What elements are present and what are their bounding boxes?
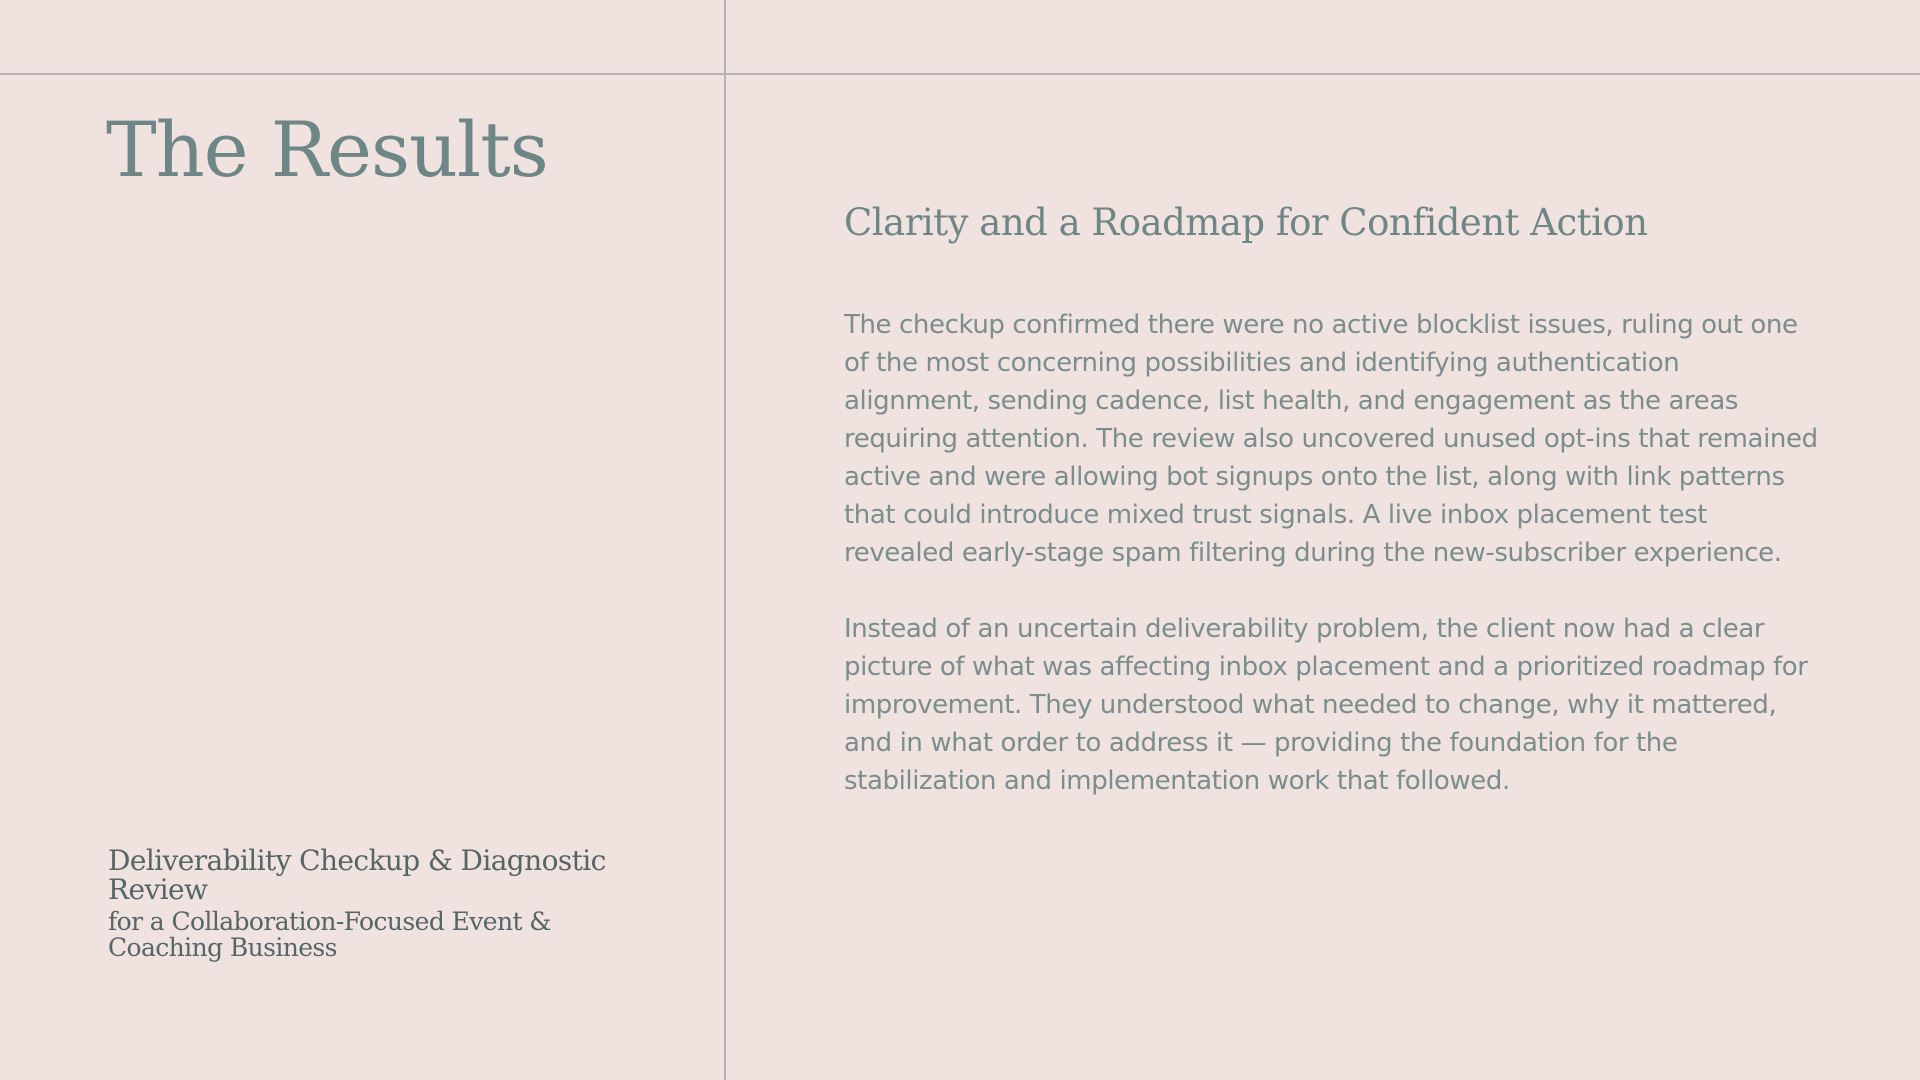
horizontal-divider — [0, 73, 1920, 75]
case-study-subtitle: for a Collaboration-Focused Event & Coaching Business — [108, 907, 551, 962]
body-paragraph: The checkup confirmed there were no active blocklist issues, ruling out one of the most concerning possibilities and identifying authentication alignment, sending cadence, list health, and engagement as the areas requiring attention. The review also uncovered unused opt-ins that remained active and were allowing bot signups onto the list, along with link patterns that could introduce mixed trust signals. A live inbox placement test revealed early-stage spam filtering during the new-subscriber experience. — [844, 310, 1818, 568]
section-heading: Clarity and a Roadmap for Confident Action — [844, 201, 1648, 244]
body-paragraph: Instead of an uncertain deliverability problem, the client now had a clear picture of what was affecting inbox placement and a prioritized roadmap for improvement. They understood what needed to change, why it mattered, and in what order to address it — providing the foundation for the stabilization and implementation work that followed. — [844, 614, 1808, 796]
case-study-caption — [108, 846, 628, 961]
case-study-title: Deliverability Checkup & Diagnostic Review — [108, 844, 606, 906]
results-body — [844, 306, 1820, 838]
vertical-divider — [724, 0, 726, 1080]
page-title: The Results — [106, 105, 548, 194]
